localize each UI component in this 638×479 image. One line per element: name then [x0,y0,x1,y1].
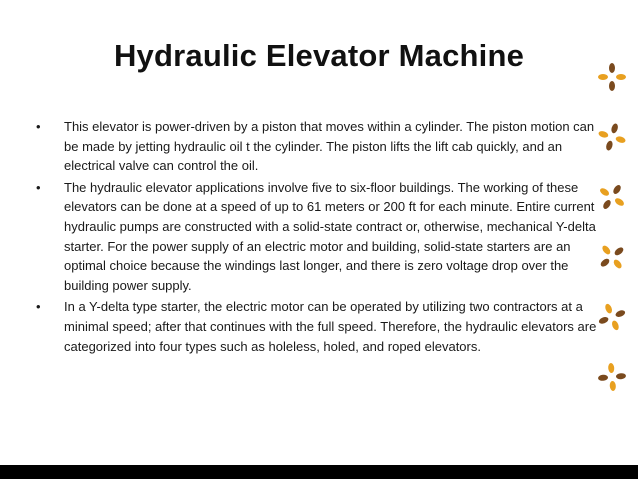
flower-petal [608,363,615,373]
flower-petal [616,373,626,380]
flower-petal [601,244,612,256]
bullet-text: This elevator is power-driven by a piston that moves within a cylinder. The piston motion can be made by jetting hydraulic oil t the cylinder. The piston lifts the lift cab quickly, and an electrical valve can control the oil. [64,119,595,174]
flower-petal [616,74,626,80]
flower-petal [612,258,623,270]
flower-petal [611,320,620,332]
flower-petal [605,140,614,151]
flower-petal [610,123,619,134]
flower-petal [598,374,608,381]
flower-petal [613,246,625,257]
flower-icon [595,120,630,155]
flower-icon [594,299,630,335]
flower-petal [615,309,627,318]
flower-petal [602,199,613,211]
flower-petal [598,130,609,139]
bullet-marker: • [36,179,41,195]
flower-petal [609,381,616,391]
bullet-marker: • [36,119,41,134]
flower-petal [614,197,626,208]
bullet-list [36,117,602,358]
flower-petal [609,81,615,91]
bullet-text: In a Y-delta type starter, the electric motor can be operated by utilizing two contractors at a minimal speed; after that continues with the full speed. Therefore, the hydraulic elevators are categorized into four types such as holeless, holed, and roped elevators. [64,299,597,354]
flower-decoration-strip [590,55,638,415]
flower-icon [598,63,626,91]
flower-icon [597,362,627,392]
bullet-item [36,297,602,356]
bullet-text: The hydraulic elevator applications involve five to six-floor buildings. The working of these elevators can be done at a speed of up to 61 meters or 200 ft for each minute. Entire current hydraulic pumps are constructed with a solid-state contract or, otherwise, mechanical Y-delta starter. For the power supply of an electric motor and building, solid-state starters are an optimal choice because the windings last longer, and there is zero voltage drop over the building power supply. [64,179,596,293]
bullet-marker: • [36,299,41,315]
bullet-item [36,117,602,176]
flower-petal [599,257,611,268]
flower-petal [604,303,613,315]
flower-icon [593,178,632,217]
flower-petal [612,184,623,196]
bottom-bar [0,465,638,479]
flower-petal [598,74,608,80]
slide-title: Hydraulic Elevator Machine [113,38,525,73]
bullet-item [36,178,602,296]
flower-petal [598,316,610,325]
flower-petal [615,135,626,144]
flower-petal [609,63,615,73]
flower-petal [599,187,611,198]
flower-icon [592,237,631,276]
